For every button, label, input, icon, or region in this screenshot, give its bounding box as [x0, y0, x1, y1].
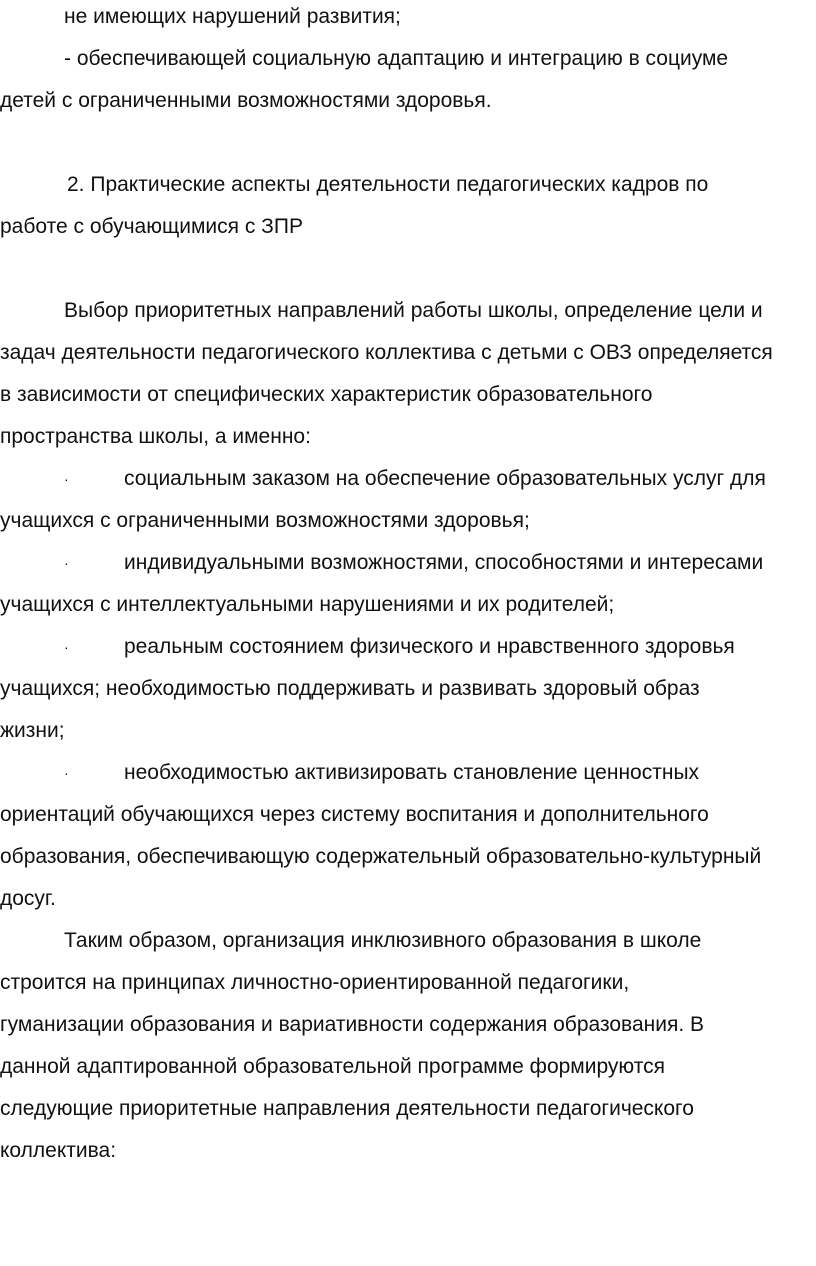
bullet-4-line-3: образования, обеспечивающую содержательный образовательно-культурный — [0, 845, 762, 868]
bullet-marker-2: · — [64, 555, 69, 571]
intro-line-2: - обеспечивающей социальную адаптацию и интеграцию в социуме — [64, 47, 729, 70]
paragraph-1-line-1: Выбор приоритетных направлений работы школы, определение цели и — [64, 299, 763, 322]
bullet-1-line-1: социальным заказом на обеспечение образовательных услуг для — [124, 467, 766, 490]
bullet-marker-1: · — [64, 471, 69, 487]
bullet-4-line-2: ориентаций обучающихся через систему воспитания и дополнительного — [0, 803, 709, 826]
bullet-marker-4: · — [64, 765, 69, 781]
bullet-3-line-2: учащихся; необходимостью поддерживать и развивать здоровый образ — [0, 677, 700, 700]
bullet-3-line-3: жизни; — [0, 719, 65, 742]
bullet-1-line-2: учащихся с ограниченными возможностями здоровья; — [0, 509, 530, 532]
section-heading-line-2: работе с обучающимися с ЗПР — [0, 215, 303, 238]
paragraph-2-line-6: коллектива: — [0, 1139, 117, 1162]
bullet-3-line-1: реальным состоянием физического и нравственного здоровья — [124, 635, 735, 658]
paragraph-2-line-5: следующие приоритетные направления деятельности педагогического — [0, 1097, 694, 1120]
bullet-2-line-1: индивидуальными возможностями, способностями и интересами — [124, 551, 764, 574]
bullet-2-line-2: учащихся с интеллектуальными нарушениями и их родителей; — [0, 593, 615, 616]
paragraph-2-line-4: данной адаптированной образовательной программе формируются — [0, 1055, 665, 1078]
intro-line-1: не имеющих нарушений развития; — [64, 5, 401, 28]
section-heading-line-1: 2. Практические аспекты деятельности педагогических кадров по — [67, 173, 709, 196]
paragraph-2-line-3: гуманизации образования и вариативности содержания образования. В — [0, 1013, 704, 1036]
paragraph-1-line-2: задач деятельности педагогического коллектива с детьми с ОВЗ определяется — [0, 341, 773, 364]
paragraph-2-line-2: строится на принципах личностно-ориентированной педагогики, — [0, 971, 630, 994]
bullet-4-line-1: необходимостью активизировать становление ценностных — [124, 761, 700, 784]
intro-line-3: детей с ограниченными возможностями здоровья. — [0, 89, 492, 112]
paragraph-2-line-1: Таким образом, организация инклюзивного образования в школе — [64, 929, 702, 952]
bullet-4-line-4: досуг. — [0, 887, 56, 910]
paragraph-1-line-4: пространства школы, а именно: — [0, 425, 311, 448]
bullet-marker-3: · — [64, 639, 69, 655]
paragraph-1-line-3: в зависимости от специфических характеристик образовательного — [0, 383, 653, 406]
